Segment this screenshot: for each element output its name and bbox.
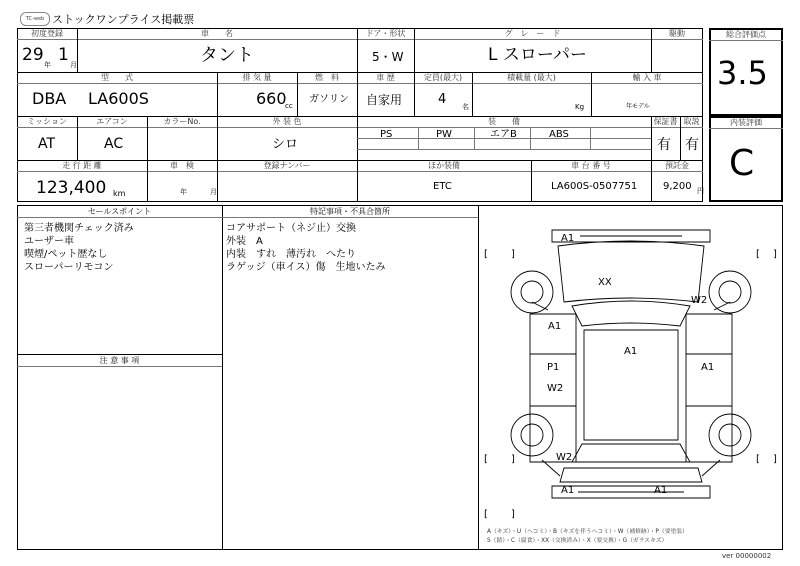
hdr-exterior-color: 外 装 色 (272, 117, 302, 126)
mileage-unit: km (113, 189, 126, 198)
bracket-close: ] (511, 509, 515, 520)
hdr-import: 輸 入 車 (632, 73, 662, 82)
capacity-unit: 名 (462, 103, 469, 111)
logo: TC-web (20, 12, 50, 26)
mark-right-side: A1 (701, 362, 715, 373)
fuel: ガソリン (309, 94, 349, 105)
rear-window-outline (572, 444, 690, 462)
hdr-recycle: 預託金 (665, 161, 689, 170)
hdr-transmission: ミッション (27, 117, 67, 126)
list-item: 外装 A (226, 236, 263, 247)
remarks-title: 特記事項・不具合箇所 (310, 207, 390, 216)
legend-line-2: S（錆）・C（腐食）・XX（交換済み）・X（要交換）・G（ガラスキズ） (487, 538, 668, 544)
hdr-model: 型 式 (101, 73, 133, 82)
bracket-close: ] (511, 454, 515, 465)
model: LA600S (88, 89, 149, 108)
equip-abs: ABS (549, 129, 569, 140)
wheel-front-right (709, 271, 751, 313)
list-item: 第三者機関チェック済み (24, 223, 134, 234)
legend-line-1: A（キズ）・U（ヘコミ）・B（キズを伴うヘコミ）・W（補修跡）・P（要塗装） (487, 529, 688, 535)
capacity: 4 (438, 92, 447, 107)
wheel-front-left (511, 271, 553, 313)
mirror-right (702, 302, 730, 476)
hdr-inspection: 車 検 (170, 161, 194, 170)
mark-front-right-fender: W2 (691, 295, 708, 306)
hdr-load: 積載量 (最大) (507, 73, 556, 82)
chassis-no: LA600S-0507751 (551, 181, 638, 192)
displacement: 660 (256, 89, 287, 108)
remarks-list (226, 222, 386, 274)
mark-front-left-door: A1 (548, 321, 562, 332)
bracket-close: ] (511, 249, 515, 260)
mileage: 123,400 (36, 178, 107, 198)
door-shape: 5・W (372, 50, 404, 64)
hdr-capacity: 定員(最大) (423, 73, 463, 82)
warranty: 有 (657, 137, 671, 153)
manual: 有 (685, 137, 699, 153)
mark-roof: A1 (624, 346, 638, 357)
insp-month-unit: 月 (210, 188, 217, 196)
bracket-close: ] (773, 249, 777, 260)
transmission: AT (38, 136, 56, 152)
mark-rear-left-door-w: W2 (547, 383, 564, 394)
list-item: ラゲッジ（車イス）傷 生地いたみ (226, 262, 386, 273)
aircon: AC (104, 136, 124, 152)
equip-pw: PW (436, 129, 452, 140)
bracket-close: ] (773, 454, 777, 465)
version: ver 00000002 (722, 552, 772, 560)
form-title: ストックワンプライス掲載票 (52, 13, 195, 26)
rear-bumper-outline (552, 486, 710, 498)
hdr-fuel: 燃 料 (315, 73, 339, 82)
rear-hatch-outline (560, 468, 702, 482)
reg-year-unit: 年 (44, 61, 51, 69)
top-table (17, 28, 703, 202)
hdr-warranty: 保証書 (653, 117, 678, 126)
mark-rear-bumper-right: A1 (654, 485, 668, 496)
grade: L スローパー (488, 45, 588, 65)
hdr-mileage: 走 行 距 離 (62, 161, 102, 170)
mark-front-bumper: A1 (561, 233, 575, 244)
hdr-grade: グ レ ー ド (504, 29, 561, 38)
bracket-open: [ (756, 454, 760, 465)
car-name: タント (200, 45, 254, 66)
bracket-open: [ (756, 249, 760, 260)
bracket-open: [ (484, 509, 488, 520)
list-item: スローパーリモコン (24, 262, 114, 273)
usage: 自家用 (366, 93, 403, 107)
hdr-aircon: エアコン (96, 117, 128, 126)
hdr-drive: 駆動 (669, 29, 685, 38)
hdr-usage: 車 歴 (376, 73, 395, 82)
mark-rear-left-quarter: W2 (556, 452, 573, 463)
load-unit: Kg (575, 103, 585, 111)
displacement-unit: cc (285, 102, 293, 110)
hdr-overall-score: 総合評価点 (726, 30, 766, 39)
hdr-plate: 登録ナンバー (263, 161, 311, 170)
bracket-open: [ (484, 454, 488, 465)
reg-year: 29 (22, 45, 44, 65)
other-equipment: ETC (433, 181, 452, 192)
hdr-other-equipment: ほか装備 (428, 161, 460, 170)
car-diagram (480, 206, 782, 549)
mark-rear-left-door-p: P1 (547, 362, 560, 373)
list-item: ユーザー車 (24, 236, 74, 247)
hdr-chassis-no: 車 台 番 号 (571, 161, 611, 170)
mark-rear-bumper: A1 (561, 485, 575, 496)
overall-score: 3.5 (717, 54, 768, 92)
hdr-manual: 取説 (683, 117, 700, 126)
hdr-equipment: 装 備 (488, 117, 520, 126)
front-bumper-outline (552, 230, 710, 242)
bracket-open: [ (484, 249, 488, 260)
hood-outline (558, 241, 704, 302)
hdr-interior-score: 内装評価 (730, 118, 762, 127)
hdr-first-reg: 初度登録 (31, 29, 63, 38)
notes-title: 注 意 事 項 (99, 356, 140, 365)
list-item: 喫煙/ペット歴なし (24, 249, 108, 260)
import-model: 年モデル (626, 103, 650, 110)
sales-points-title: セールスポイント (87, 207, 152, 216)
hdr-displacement: 排 気 量 (242, 73, 272, 82)
interior-score: C (729, 143, 755, 184)
wheel-rear-left (511, 414, 553, 456)
reg-month: 1 (58, 45, 69, 65)
recycle: 9,200 (663, 181, 692, 192)
sales-points-list (24, 222, 134, 274)
mark-hood: XX (598, 277, 612, 288)
exterior-color: シロ (272, 137, 299, 152)
insp-year-unit: 年 (180, 188, 187, 196)
model-prefix: DBA (32, 89, 67, 108)
hdr-color-no: カラーNo. (163, 117, 201, 126)
equip-ps: PS (380, 129, 393, 140)
windshield-outline (572, 301, 690, 326)
list-item: コアサポート（ネジ止）交換 (226, 223, 356, 234)
hdr-car-name: 車 名 (201, 29, 233, 38)
reg-month-unit: 月 (70, 61, 77, 69)
recycle-unit: 円 (697, 187, 704, 195)
right-side-outline (686, 314, 732, 462)
list-item: 内装 すれ 薄汚れ へたり (226, 249, 356, 260)
equip-ab: エアB (490, 129, 517, 140)
wheel-rear-right (709, 414, 751, 456)
hdr-door-shape: ドア・形状 (365, 29, 406, 38)
